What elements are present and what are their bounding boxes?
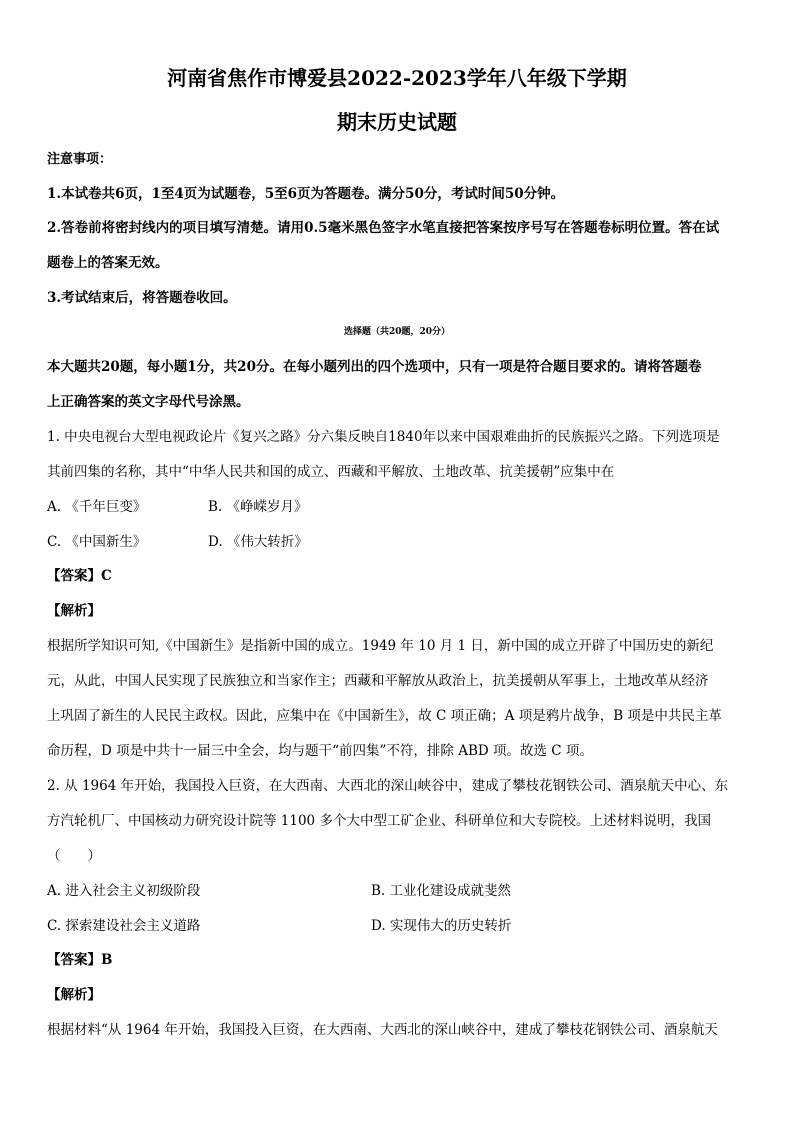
section-desc-line-1: 本大题共20题，每小题1分，共20分。在每小题列出的四个选项中，只有一项是符合题目要求的。请将答题卷 [47,359,702,375]
exam-subtitle: 期末历史试题 [337,110,457,134]
section-heading: 选择题（共20题，20分） [343,327,451,337]
q2-option-b: B. 工业化建设成就斐然 [371,883,512,899]
q1-stem-line-2: 其前四集的名称，其中“中华人民共和国的成立、西藏和平解放、土地改革、抗美援朝”应集中在 [47,464,615,480]
q2-option-c: C. 探索建设社会主义道路 [47,918,201,934]
q1-stem-line-1: 1. 中央电视台大型电视政论片《复兴之路》分六集反映自1840年以来中国艰难曲折的民族振兴之路。下列选项是 [47,429,720,445]
q1-option-c: C. 《中国新生》 [47,534,147,550]
q1-option-d: D. 《伟大转折》 [208,534,308,550]
notes-item-2-line-2: 题卷上的答案无效。 [47,255,169,271]
notes-heading: 注意事项： [47,152,113,167]
q2-analysis-line-1: 根据材料“从 1964 年开始，我国投入巨资，在大西南、大西北的深山峡谷中，建成了攀枝花钢铁公司、酒泉航天 [47,1022,718,1038]
exam-title: 河南省焦作市博爱县2022-2023学年八年级下学期 [167,66,627,90]
q1-answer: 【答案】C [47,568,112,584]
q1-analysis-label: 【解析】 [47,603,101,619]
notes-item-1: 1.本试卷共6页，1至4页为试题卷，5至6页为答题卷。满分50分，考试时间50分钟。 [47,186,565,202]
q2-answer: 【答案】B [47,952,113,968]
q1-option-a: A. 《千年巨变》 [47,499,147,515]
q1-analysis-line-3: 上巩固了新生的人民民主政权。因此，应集中在《中国新生》，故 C 项正确；A 项是鸦片战争，B 项是中共民主革 [47,708,722,724]
q2-analysis-label: 【解析】 [47,987,101,1003]
q2-stem-line-2: 方汽轮机厂、中国核动力研究设计院等 1100 多个大中型工矿企业、科研单位和大专院校。上述材料说明，我国 [47,813,711,829]
section-desc-line-2: 上正确答案的英文字母代号涂黑。 [47,394,250,410]
notes-item-3: 3.考试结束后，将答题卷收回。 [47,290,237,306]
q1-analysis-line-1: 根据所学知识可知,《中国新生》是指新中国的成立。1949 年 10 月 1 日，新中国的成立开辟了中国历史的新纪 [47,638,714,654]
q2-stem-line-3: （ ） [47,848,101,864]
q1-option-b: B. 《峥嵘岁月》 [208,499,308,515]
q2-option-d: D. 实现伟大的历史转折 [371,918,512,934]
notes-item-2-line-1: 2.答卷前将密封线内的项目填写清楚。请用0.5毫米黑色签字水笔直接把答案按序号写在答题卷标明位置。答在试 [47,220,720,236]
q2-option-a: A. 进入社会主义初级阶段 [47,883,201,899]
q1-analysis-line-2: 元，从此，中国人民实现了民族独立和当家作主；西藏和平解放从政治上，抗美援朝从军事上，土地改革从经济 [47,673,709,689]
q1-analysis-line-4: 命历程，D 项是中共十一届三中全会，均与题干“前四集”不符，排除 ABD 项。故选 C 项。 [47,743,593,759]
q2-stem-line-1: 2. 从 1964 年开始，我国投入巨资，在大西南、大西北的深山峡谷中，建成了攀枝花钢铁公司、酒泉航天中心、东 [47,778,729,794]
